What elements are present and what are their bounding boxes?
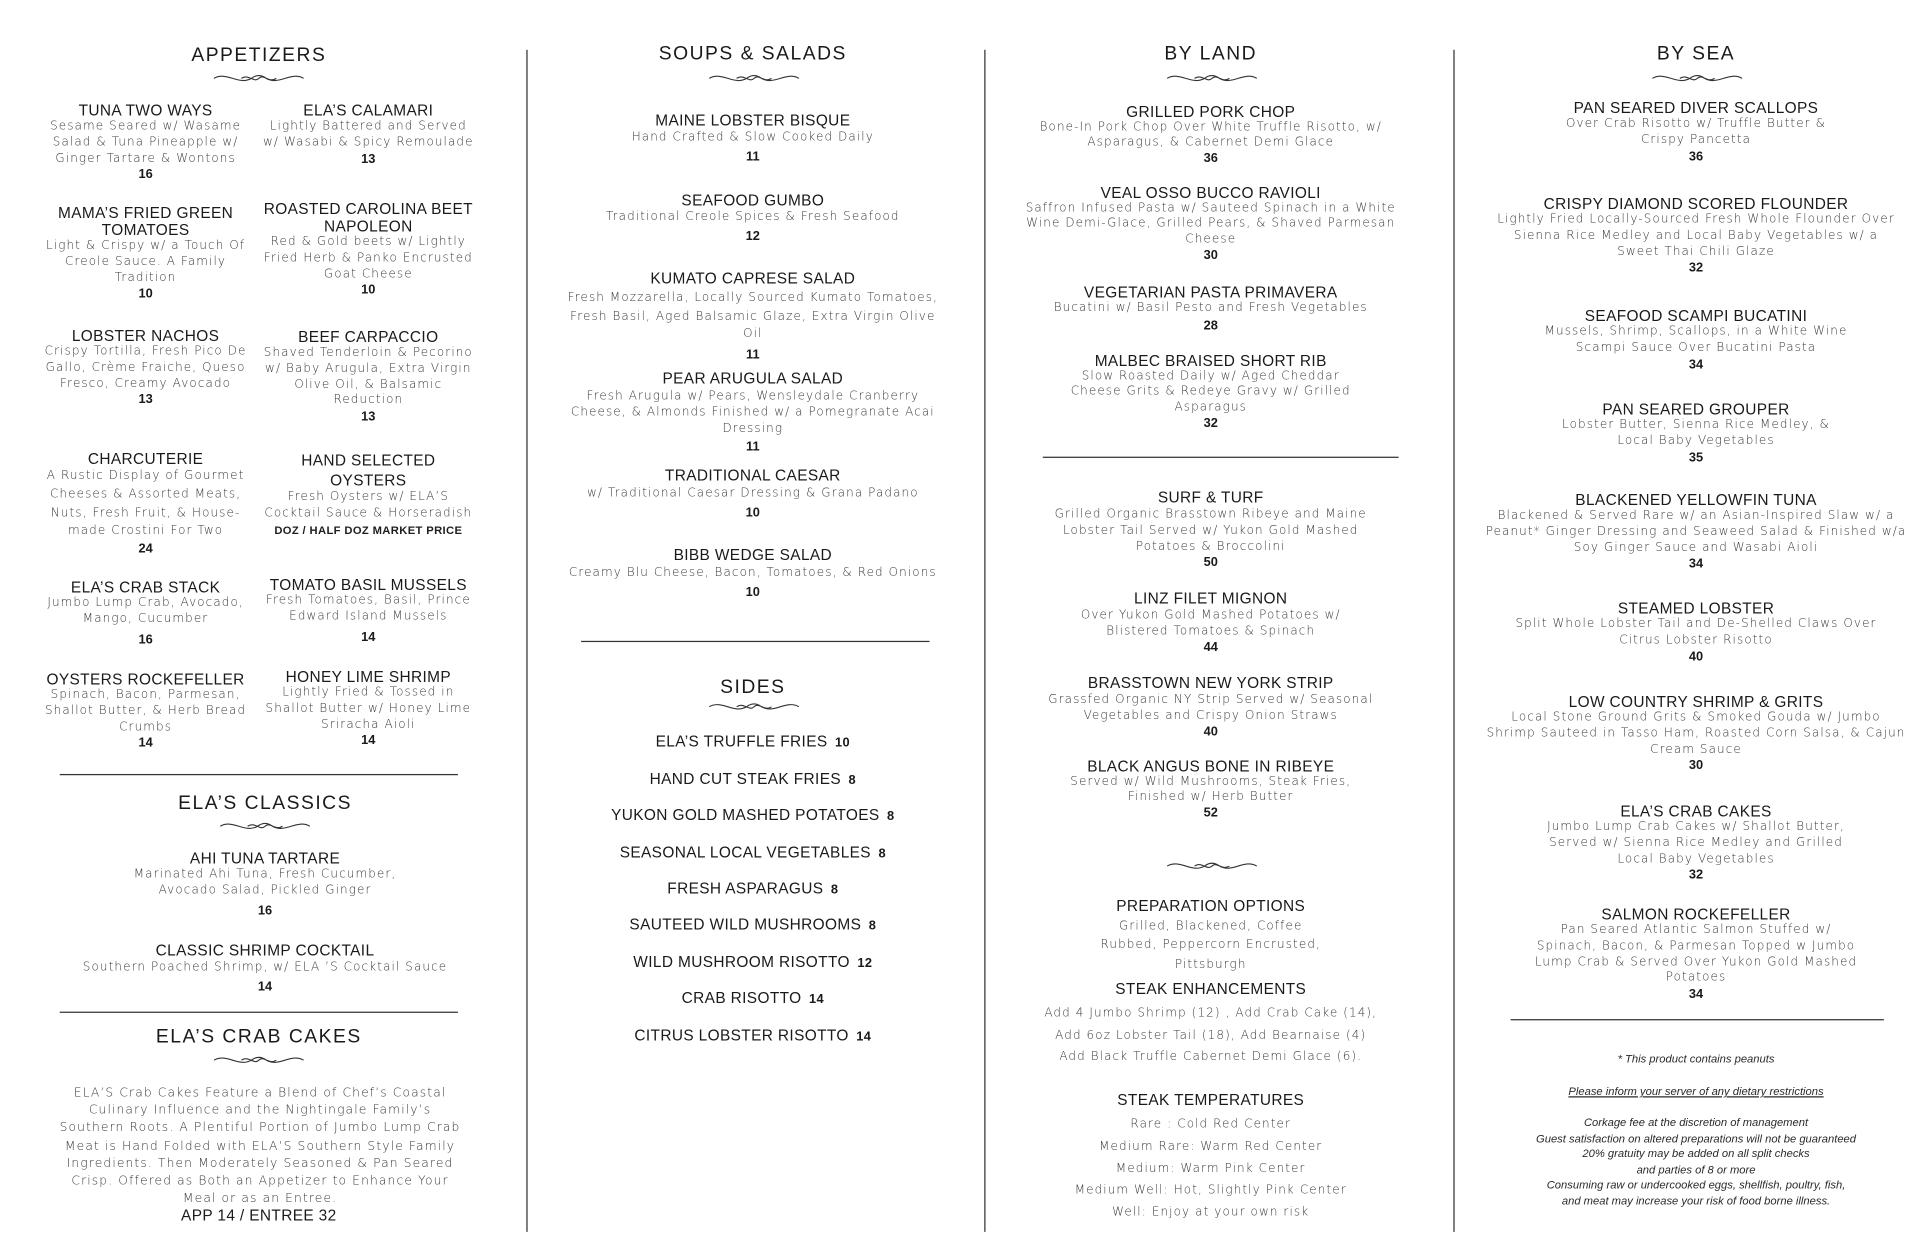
item-name: PAN SEARED GROUPER: [1602, 400, 1790, 419]
item-name: BEEF CARPACCIO: [298, 328, 439, 346]
item-description: Sesame Seared w/ Wasame Salad & Tuna Pineapple w/ Ginger Tartare & Wontons: [50, 119, 242, 165]
menu-item: [263, 329, 475, 426]
temperature-label: Rare: [1130, 1117, 1163, 1132]
item-description: Fresh Tomatoes, Basil, Prince Edward Island Mussels: [265, 593, 471, 624]
item-description: Slow Roasted Daily w/ Aged Cheddar Cheese Grits & Redeye Gravy w/ Grilled Asparagus: [1070, 369, 1351, 415]
side-name: WILD MUSHROOM RISOTTO: [633, 953, 850, 971]
menu-item: [263, 450, 475, 535]
steak-temperatures-list: [1024, 1114, 1397, 1225]
peanut-note: * This product contains peanuts: [1617, 1052, 1775, 1066]
item-price: 34: [1688, 357, 1704, 372]
crab-cakes-title: ELA’S CRAB CAKES: [155, 1026, 362, 1048]
temperature-desc: Warm Red Center: [1200, 1139, 1323, 1154]
item-name: KUMATO CAPRESE SALAD: [650, 270, 856, 288]
by-land-title: BY LAND: [1164, 43, 1258, 65]
item-name: CRISPY DIAMOND SCORED FLOUNDER: [1543, 195, 1849, 213]
side-price: 10: [834, 736, 850, 751]
column-divider: [984, 50, 985, 1232]
policy-line: 20% gratuity may be added on all split checks: [1582, 1147, 1810, 1160]
by-sea-title: BY SEA: [1656, 43, 1736, 65]
item-price: 13: [138, 393, 153, 408]
item-price: 40: [1688, 650, 1704, 664]
enhancement-line: Add 6oz Lobster Tail (18), Add Bearnaise (4): [1055, 1028, 1367, 1043]
section-divider: [60, 774, 458, 775]
temperature-row: [1024, 1158, 1397, 1180]
item-price: 10: [361, 284, 376, 298]
item-description: Split Whole Lobster Tail and De-Shelled Claws Over Citrus Lobster Risotto: [1515, 617, 1877, 647]
side-item: [548, 989, 959, 1009]
item-name: BLACKENED YELLOWFIN TUNA: [1575, 491, 1817, 509]
temperature-separator: :: [1190, 1139, 1201, 1154]
temperature-row: [1024, 1136, 1397, 1158]
item-name: VEGETARIAN PASTA PRIMAVERA: [1083, 283, 1338, 302]
menu-item: [1024, 674, 1397, 740]
menu-item: [1491, 307, 1902, 372]
item-name: LINZ FILET MIGNON: [1134, 589, 1288, 608]
item-price: 44: [1203, 640, 1218, 655]
enhancement-line: Add 4 Jumbo Shrimp (12) , Add Crab Cake (14),: [1044, 1006, 1378, 1021]
menu-item: [40, 579, 252, 648]
item-description: Fresh Mozzarella, Locally Sourced Kumato Tomatoes, Fresh Basil, Aged Balsamic Glaze, Extra Virgin Olive Oil: [567, 291, 939, 342]
column-divider: [526, 50, 527, 1232]
item-name: TRADITIONAL CAESAR: [664, 466, 841, 485]
menu-item: [40, 327, 252, 408]
side-price: 8: [887, 810, 895, 824]
item-price: 10: [745, 585, 760, 600]
item-description: Marinated Ahi Tuna, Fresh Cucumber, Avocado Salad, Pickled Ginger: [133, 867, 397, 897]
temperature-separator: :: [1170, 1161, 1181, 1176]
side-name: SAUTEED WILD MUSHROOMS: [629, 915, 862, 934]
flourish-divider: [1162, 70, 1262, 87]
flourish-divider: [209, 1051, 309, 1068]
menu-item: [1024, 758, 1397, 821]
menu-item: [1024, 489, 1397, 571]
column-divider: [1453, 50, 1454, 1232]
item-description: Jumbo Lump Crab Cakes w/ Shallot Butter, Served w/ Sienna Rice Medley and Grilled Local Baby Vegetables: [1547, 820, 1845, 866]
item-description: Grassfed Organic NY Strip Served w/ Seasonal Vegetables and Crispy Onion Straws: [1048, 693, 1374, 723]
item-name: LOBSTER NACHOS: [71, 327, 220, 345]
steak-enhancements-title: STEAK ENHANCEMENTS: [1115, 980, 1307, 998]
item-name: SEAFOOD GUMBO: [681, 191, 825, 210]
item-description: Lightly Fried & Tossed in Shallot Butter w/ Honey Lime Sriracha Aioli: [265, 685, 472, 732]
item-price: 34: [1688, 557, 1704, 572]
menu-item: [1491, 600, 1902, 665]
item-description: Blackened & Served Rare w/ an Asian-Inspired Slaw w/ a Peanut* Ginger Dressing and Seaweed Salad & Finished w/a Soy Ginger Sauce and Wasabi Aioli: [1485, 508, 1907, 555]
menu-item: [37, 450, 254, 557]
side-name: HAND CUT STEAK FRIES: [649, 770, 842, 788]
item-name: ROASTED CAROLINA BEET NAPOLEON: [263, 200, 473, 236]
menu-item: [1491, 195, 1902, 276]
side-price: 8: [868, 919, 877, 934]
item-price: 24: [138, 542, 153, 557]
item-price: DOZ / HALF DOZ MARKET PRICE: [274, 523, 463, 536]
item-description: Light & Crispy w/ a Touch Of Creole Sauce. A Family Tradition: [45, 238, 246, 285]
menu-item: [1484, 492, 1907, 573]
item-price: 32: [1203, 417, 1218, 431]
menu-item: [40, 204, 252, 303]
item-name: PEAR ARUGULA SALAD: [662, 369, 844, 387]
temperature-label: Medium Well: [1074, 1183, 1164, 1198]
menu-item: [1484, 693, 1907, 774]
item-name: LOW COUNTRY SHRIMP & GRITS: [1568, 693, 1824, 711]
item-price: 11: [746, 150, 760, 164]
item-name: OYSTERS ROCKEFELLER: [46, 670, 245, 689]
menu-item: [60, 850, 471, 919]
preparation-options-list: Grilled, Blackened, Coffee Rubbed, Peppercorn Encrusted, Pittsburgh: [1100, 919, 1321, 972]
item-description: Jumbo Lump Crab, Avocado, Mango, Cucumber: [47, 596, 244, 626]
item-price: 16: [138, 168, 153, 183]
flourish-divider: [1162, 857, 1262, 874]
menu-item: [1491, 401, 1902, 466]
enhancement-line: Add Black Truffle Cabernet Demi Glace (6).: [1059, 1050, 1363, 1065]
item-description: Saffron Infused Pasta w/ Sauteed Spinach in a White Wine Demi-Glace, Grilled Pears, & Shaved Parmesan Cheese: [1025, 201, 1396, 247]
item-name: TOMATO BASIL MUSSELS: [269, 576, 467, 594]
section-divider: [60, 1012, 458, 1013]
item-name: PAN SEARED DIVER SCALLOPS: [1573, 99, 1819, 117]
menu-item: [1024, 103, 1397, 166]
item-description: Crispy Tortilla, Fresh Pico De Gallo, Crème Fraiche, Queso Fresco, Creamy Avocado: [44, 344, 247, 391]
item-description: Grilled Organic Brasstown Ribeye and Maine Lobster Tail Served w/ Yukon Gold Mashed Potatoes & Broccolini: [1054, 507, 1367, 554]
item-price: 13: [361, 410, 376, 425]
item-description: Bone-In Pork Chop Over White Truffle Risotto, w/ Asparagus, & Cabernet Demi Glace: [1039, 120, 1382, 150]
item-name: VEAL OSSO BUCCO RAVIOLI: [1100, 184, 1321, 202]
side-name: FRESH ASPARAGUS: [667, 879, 824, 898]
item-description: Mussels, Shrimp, Scallops, in a White Wine Scampi Sauce Over Bucatini Pasta: [1544, 324, 1848, 355]
item-price: 16: [257, 904, 273, 918]
side-item: [548, 770, 959, 790]
policy-line: Consuming raw or undercooked eggs, shellfish, poultry, fish,: [1546, 1178, 1846, 1192]
item-description: Fresh Oysters w/ ELA’S Cocktail Sauce & Horseradish: [264, 490, 473, 520]
item-price: 32: [1688, 869, 1704, 883]
item-name: ELA’S CRAB CAKES: [1620, 802, 1772, 821]
temperature-row: [1024, 1180, 1397, 1202]
menu-item: [1024, 590, 1397, 656]
policy-line: and parties of 8 or more: [1636, 1163, 1756, 1176]
crab-cakes-price: APP 14 / ENTREE 32: [181, 1207, 337, 1225]
side-price: 8: [848, 773, 856, 788]
policy-notes: [1491, 1115, 1902, 1209]
appetizers-title: APPETIZERS: [191, 44, 327, 66]
flourish-divider: [704, 70, 804, 87]
item-price: 14: [361, 734, 376, 749]
item-name: MAINE LOBSTER BISQUE: [655, 111, 851, 130]
item-description: Shaved Tenderloin & Pecorino w/ Baby Arugula, Extra Virgin Olive Oil, & Balsamic Reduction: [263, 345, 473, 408]
item-description: Creamy Blu Cheese, Bacon, Tomatoes, & Red Onions: [568, 566, 937, 580]
item-price: 35: [1688, 451, 1704, 465]
item-description: Bucatini w/ Basil Pesto and Fresh Vegetables: [1053, 301, 1368, 315]
steak-temperatures-title: STEAK TEMPERATURES: [1117, 1091, 1305, 1109]
temperature-row: [1024, 1114, 1397, 1136]
item-price: 13: [361, 152, 376, 167]
item-name: AHI TUNA TARTARE: [189, 849, 341, 868]
flourish-divider: [209, 70, 309, 87]
temperature-desc: Warm Pink Center: [1180, 1161, 1306, 1176]
item-name: STEAMED LOBSTER: [1617, 599, 1775, 618]
side-price: 14: [856, 1030, 872, 1044]
item-name: ELA’S CRAB STACK: [70, 578, 221, 597]
side-price: 8: [830, 883, 839, 898]
item-name: SURF & TURF: [1157, 489, 1264, 507]
item-price: 36: [1203, 151, 1218, 165]
temperature-label: Medium: [1115, 1161, 1171, 1176]
menu-item: [548, 112, 959, 165]
item-name: SEAFOOD SCAMPI BUCATINI: [1584, 307, 1808, 325]
policy-line: Guest satisfaction on altered preparations will not be guaranteed: [1536, 1131, 1857, 1145]
side-item: [548, 844, 959, 864]
item-price: 14: [361, 630, 376, 645]
item-description: A Rustic Display of Gourmet Cheeses & Assorted Meats, Nuts, Fresh Fruit, & House-made Crostini For Two: [46, 469, 245, 539]
side-price: 14: [808, 992, 824, 1007]
classics-title: ELA’S CLASSICS: [178, 792, 352, 814]
item-price: 30: [1203, 249, 1218, 263]
item-price: 10: [138, 287, 153, 302]
flourish-divider: [215, 818, 315, 835]
item-price: 12: [745, 229, 760, 244]
side-item: [548, 916, 959, 936]
item-price: 40: [1203, 725, 1218, 740]
menu-item: [40, 671, 252, 752]
dietary-note: Please inform your server of any dietary restrictions: [1568, 1085, 1824, 1098]
side-name: CRAB RISOTTO: [681, 989, 802, 1007]
item-name: BIBB WEDGE SALAD: [673, 546, 833, 564]
item-description: Southern Poached Shrimp, w/ ELA ’S Cocktail Sauce: [82, 960, 448, 975]
temperature-separator: :: [1163, 1183, 1174, 1198]
menu-item: [548, 192, 959, 245]
side-name: ELA’S TRUFFLE FRIES: [655, 732, 828, 751]
item-description: Local Stone Ground Grits & Smoked Gouda w/ Jumbo Shrimp Sauteed in Tasso Ham, Roasted Corn Salsa, & Cajun Cream Sauce: [1486, 710, 1906, 757]
item-description: Lobster Butter, Sienna Rice Medley, & Local Baby Vegetables: [1562, 418, 1830, 448]
menu-item: [548, 467, 959, 521]
menu-item: [47, 942, 483, 995]
crab-cakes-description: ELA’S Crab Cakes Feature a Blend of Chef’s Coastal Culinary Influence and the Nightingale Family’s Southern Roots. A Plentiful Portion of Jumbo Lump Crab Meat is Hand Folded with ELA’S Southern Style Family Ingredients. Then Moderately Seasoned & Pan Seared Crisp. Offered as Both an Appetizer to Enhance Your Meal or as an Entree.: [59, 1086, 461, 1207]
item-description: Lightly Battered and Served w/ Wasabi & Spicy Remoulade: [263, 119, 474, 150]
item-price: 52: [1203, 806, 1218, 821]
temperature-desc: Hot, Slightly Pink Center: [1173, 1183, 1347, 1198]
side-name: YUKON GOLD MASHED POTATOES: [611, 806, 880, 824]
item-price: 36: [1688, 150, 1704, 164]
item-name: CHARCUTERIE: [87, 450, 204, 468]
item-price: 28: [1203, 319, 1218, 334]
menu-item: [548, 546, 959, 600]
item-name: HONEY LIME SHRIMP: [285, 668, 452, 686]
section-divider: [581, 641, 929, 642]
item-description: w/ Traditional Caesar Dressing & Grana Padano: [587, 486, 919, 501]
policy-line: Corkage fee at the discretion of management: [1583, 1116, 1809, 1129]
temperature-desc: Cold Red Center: [1177, 1117, 1292, 1132]
temperature-separator: :: [1141, 1205, 1152, 1220]
flourish-divider: [704, 698, 804, 715]
item-name: TUNA TWO WAYS: [78, 102, 213, 120]
item-description: Fresh Arugula w/ Pears, Wensleydale Cranberry Cheese, & Almonds Finished w/ a Pomegranate Acai Dressing: [570, 389, 935, 436]
temperature-label: Well: [1112, 1205, 1142, 1220]
item-description: Hand Crafted & Slow Cooked Daily: [631, 130, 874, 145]
item-name: HAND SELECTED OYSTERS: [301, 451, 436, 490]
item-description: Red & Gold beets w/ Lightly Fried Herb & Panko Encrusted Goat Cheese: [263, 235, 473, 281]
side-item: [548, 953, 959, 973]
menu-item: [263, 668, 475, 749]
item-name: SALMON ROCKEFELLER: [1601, 905, 1791, 924]
side-price: 8: [878, 847, 886, 862]
section-divider: [1511, 1019, 1884, 1020]
side-price: 12: [857, 956, 873, 971]
side-item: [548, 880, 959, 900]
temperature-separator: :: [1162, 1117, 1178, 1132]
side-name: CITRUS LOBSTER RISOTTO: [634, 1026, 849, 1044]
menu-item: [1491, 803, 1902, 884]
item-price: 11: [746, 348, 760, 362]
menu-item: [1024, 284, 1397, 335]
item-name: GRILLED PORK CHOP: [1126, 103, 1296, 121]
item-name: MAMA’S FRIED GREEN TOMATOES: [57, 204, 234, 239]
item-price: 10: [745, 506, 760, 520]
section-divider: [1043, 457, 1399, 458]
flourish-divider: [1647, 70, 1747, 87]
item-price: 16: [138, 632, 153, 647]
menu-item: [263, 200, 475, 299]
menu-item: [1024, 352, 1397, 432]
item-description: Served w/ Wild Mushrooms, Steak Fries, Finished w/ Herb Butter: [1070, 775, 1352, 804]
temperature-label: Medium Rare: [1099, 1139, 1191, 1154]
item-price: 32: [1688, 261, 1704, 276]
policy-line: and meat may increase your risk of food borne illness.: [1561, 1194, 1831, 1207]
menu-item: [40, 102, 252, 183]
item-price: 14: [138, 737, 153, 751]
menu-item: [263, 102, 475, 167]
menu-item: [1024, 184, 1397, 264]
item-description: Lightly Fried Locally-Sourced Fresh Whole Flounder Over Sienna Rice Medley and Local Baby Vegetables w/ a Sweet Thai Chili Glaze: [1497, 212, 1895, 259]
item-name: BLACK ANGUS BONE IN RIBEYE: [1087, 757, 1335, 776]
side-item: [548, 733, 959, 753]
menu-item: [548, 270, 959, 363]
item-price: 34: [1688, 988, 1704, 1002]
item-price: 14: [257, 980, 273, 994]
item-description: Spinach, Bacon, Parmesan, Shallot Butter, & Herb Bread Crumbs: [44, 688, 247, 734]
steak-enhancements-list: [1005, 1003, 1416, 1069]
item-name: BRASSTOWN NEW YORK STRIP: [1087, 674, 1334, 692]
item-description: Over Yukon Gold Mashed Potatoes w/ Blistered Tomatoes & Spinach: [1080, 608, 1341, 639]
menu-item: [1491, 100, 1902, 165]
side-item: [548, 1027, 959, 1047]
item-description: Over Crab Risotto w/ Truffle Butter & Crispy Pancetta: [1566, 116, 1827, 147]
item-description: Pan Seared Atlantic Salmon Stuffed w/ Spinach, Bacon, & Parmesan Topped w Jumbo Lump Crab & Served Over Yukon Gold Mashed Potatoes: [1534, 923, 1858, 985]
menu-item: [1491, 906, 1902, 1003]
item-name: MALBEC BRAISED SHORT RIB: [1094, 352, 1327, 370]
temperature-row: [1024, 1202, 1397, 1224]
item-price: 50: [1203, 556, 1218, 570]
item-price: 11: [746, 440, 760, 455]
side-name: SEASONAL LOCAL VEGETABLES: [619, 843, 871, 862]
item-name: CLASSIC SHRIMP COCKTAIL: [155, 941, 375, 960]
soups-salads-title: SOUPS & SALADS: [658, 43, 847, 65]
preparation-options-title: PREPARATION OPTIONS: [1116, 897, 1306, 915]
item-name: ELA’S CALAMARI: [303, 102, 434, 120]
item-description: Traditional Creole Spices & Fresh Seafood: [605, 210, 900, 224]
menu-item: [256, 576, 480, 645]
menu-item: [548, 370, 959, 456]
sides-title: SIDES: [720, 676, 786, 699]
item-price: 30: [1688, 759, 1704, 774]
temperature-desc: Enjoy at your own risk: [1151, 1205, 1310, 1220]
side-item: [548, 806, 959, 826]
